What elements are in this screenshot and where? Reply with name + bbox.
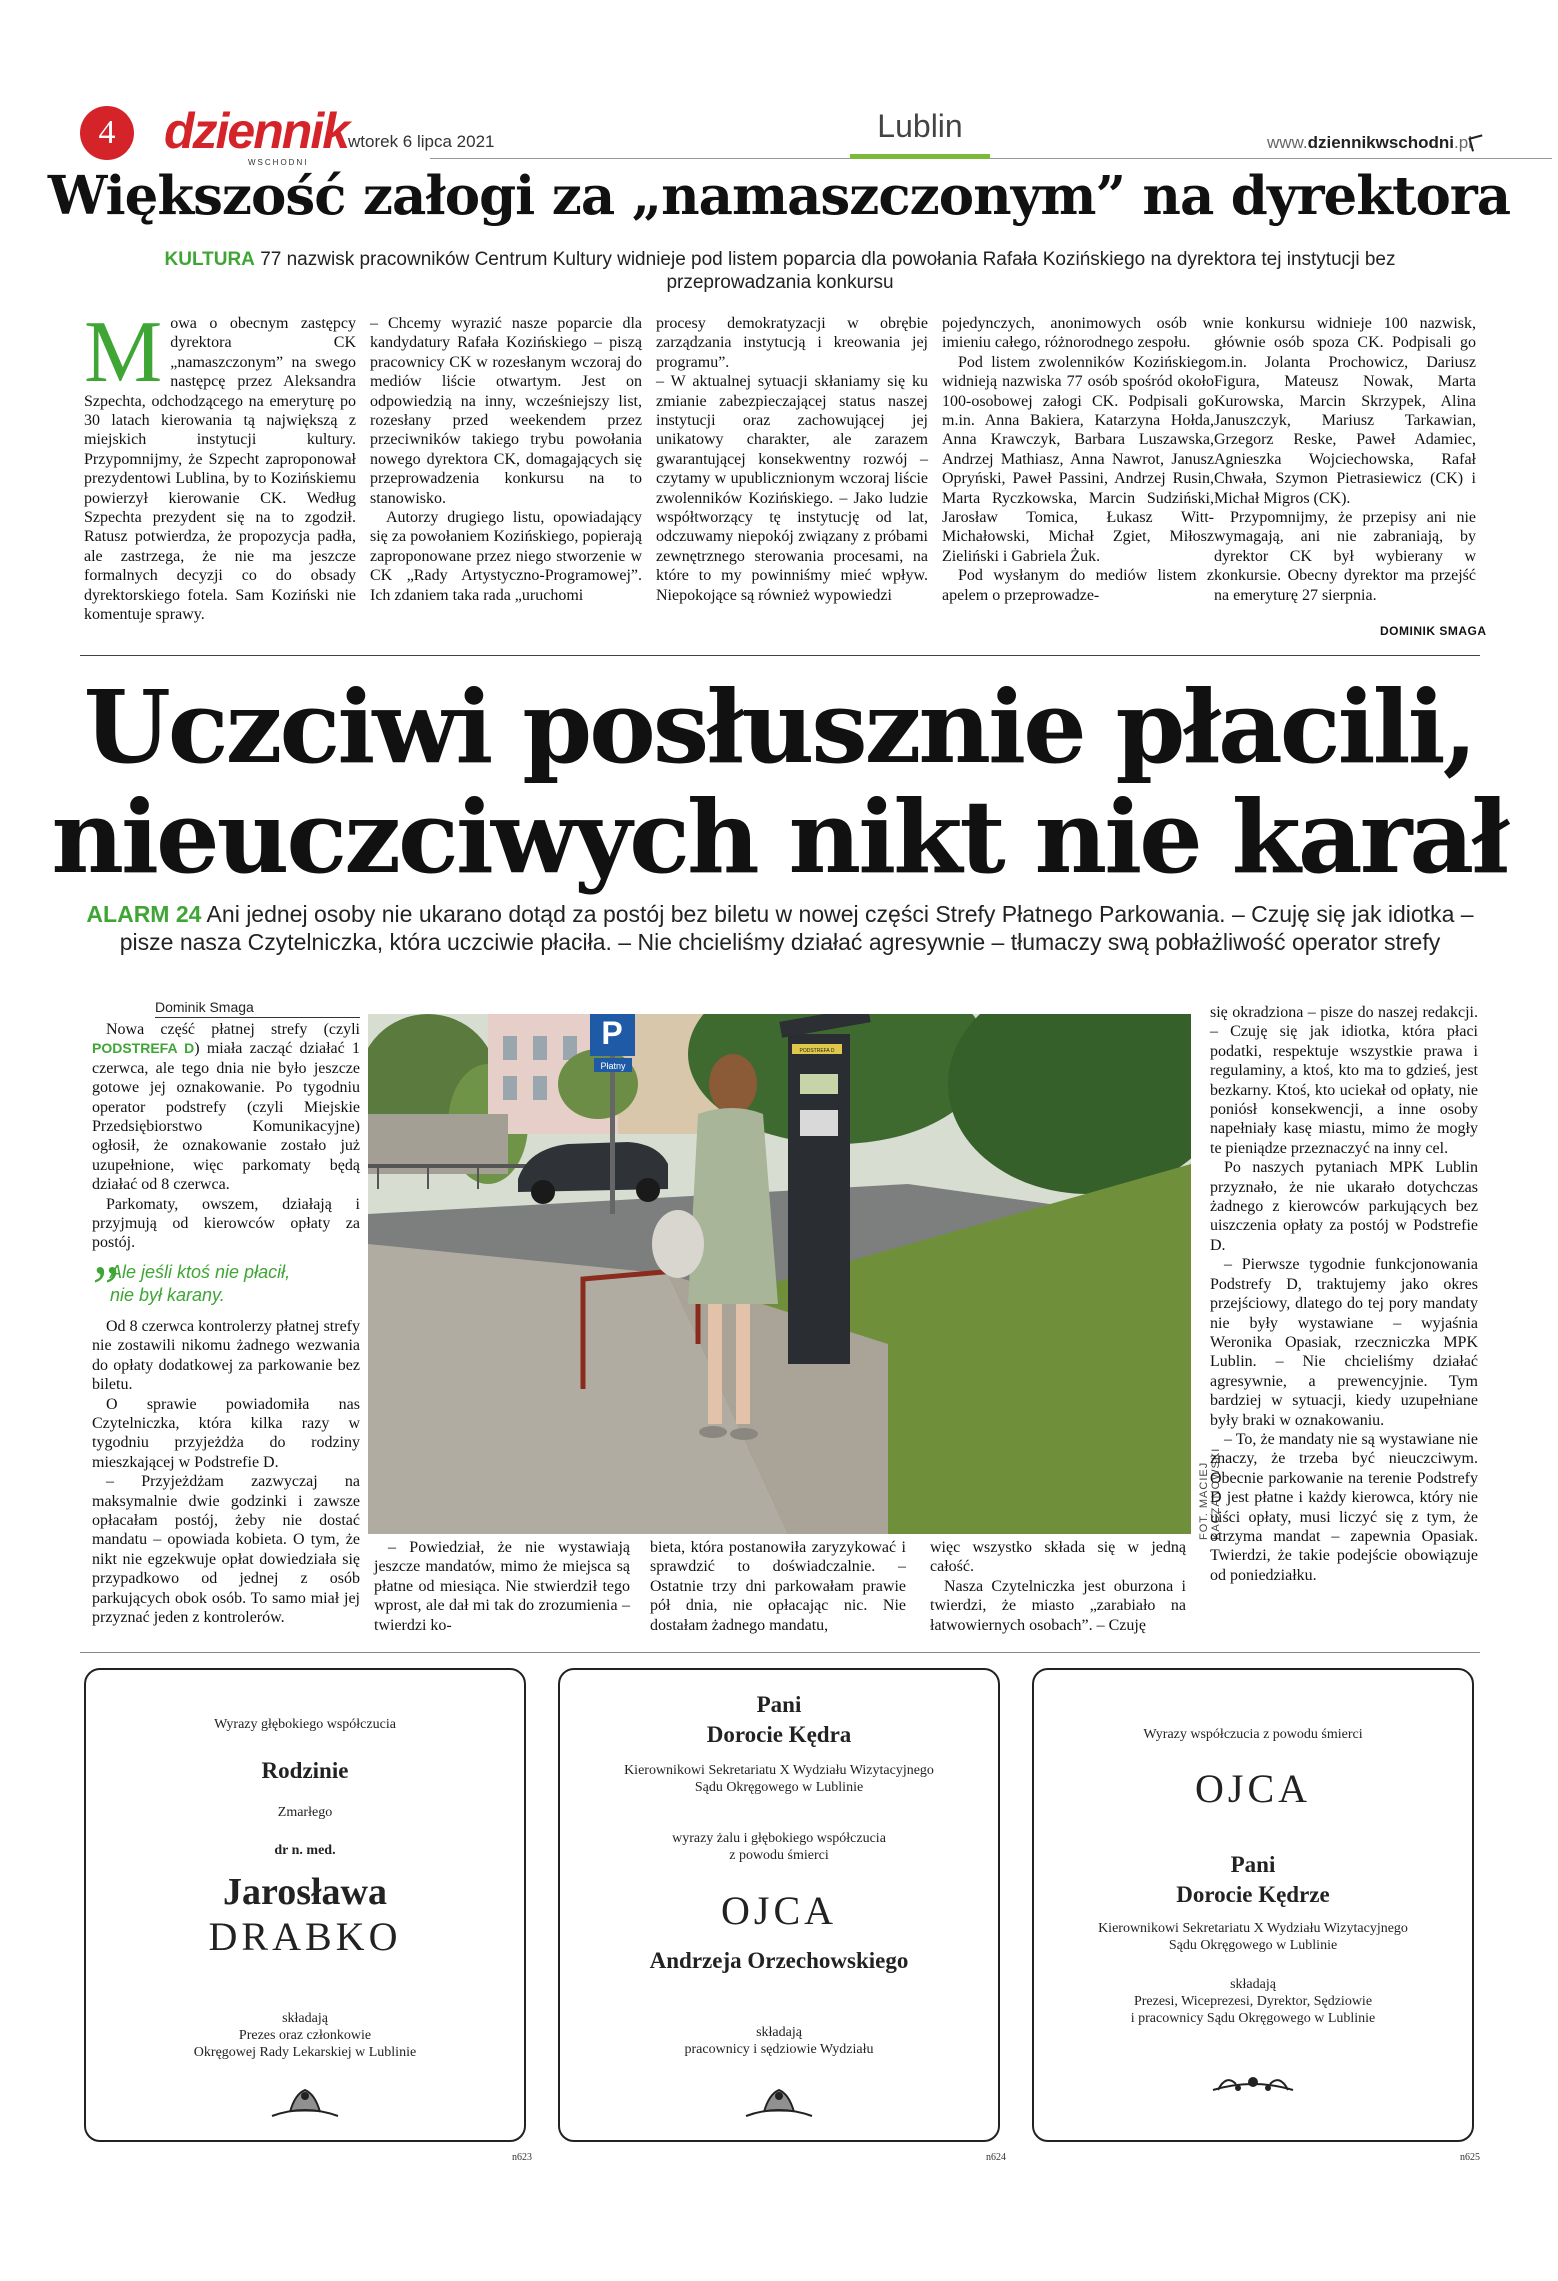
pull-quote-line2: nie był karany.	[110, 1284, 225, 1305]
obit1-from-label: składają	[282, 2011, 328, 2026]
article1-lead-text: 77 nazwisk pracowników Centrum Kultury widnieje pod listem poparcia dla powołania Rafała Kozińskiego na dyrektora tej instytucji bez przeprowadzania konkursu	[254, 249, 1396, 293]
article1-lead	[150, 248, 1410, 294]
obit2-father: OJCA	[720, 1888, 838, 1933]
page-header	[80, 100, 1480, 167]
obit2-recipient: Dorocie Kędra	[706, 1722, 852, 1747]
article2-column-4	[930, 1538, 1186, 1635]
issue-date: wtorek 6 lipca 2021	[348, 132, 495, 151]
article2-c4-para1: więc wszystko składa się w jedną całość.	[930, 1539, 1186, 1576]
article2-c2-text: – Powiedział, że nie wystawiają jeszcze mandatów, mimo że miejsca są płatne od miesiąca. Nie stwierdził tego wprost, ale dał mi tak do zrozumienia – twierdzi ko-	[374, 1539, 630, 1634]
parking-sign-plate: Płatny	[600, 1061, 626, 1071]
article1-col5-para2: Przypomnijmy, że przepisy ani nie wymagają, ani nie zabraniają, by dyrektor CK był wybierany w konkursie. Obecny dyrektor ma przejść na emeryturę 27 sierpnia.	[1214, 509, 1476, 604]
meter-label: PODSTREFA D	[799, 1048, 835, 1054]
article2-c4-para2: Nasza Czytelniczka jest oburzona i twierdzi, że miasto „zarabiało na łatwowiernych osobach”. – Czuję	[930, 1577, 1186, 1634]
obit2-salutation: Pani	[756, 1692, 802, 1717]
header-rule	[430, 158, 1552, 159]
article2-lead-text: Ani jednej osoby nie ukarano dotąd za postój bez biletu w nowej części Strefy Płatnego Parkowania. – Czuję się jak idiotka – pisze nasza Czytelniczka, która uczciwie płaciła. – Nie chcieliśmy działać agresywnie – tłumaczy swą pobłażliwość operator strefy	[119, 901, 1474, 955]
obit2-role-line1: Kierownikowi Sekretariatu X Wydziału Wizytacyjnego	[624, 1763, 934, 1778]
article2-c1-para1	[92, 1020, 360, 1195]
article2-headline-line2: nieuczciwych nikt nie karał	[51, 778, 1507, 896]
article1-col4-para3: Pod wysłanym do mediów listem z apelem o przeprowadze-	[942, 567, 1214, 604]
article2-lead-tag: ALARM 24	[86, 901, 202, 927]
obit1-last-name: DRABKO	[208, 1914, 402, 1959]
obit1-code: n623	[512, 2152, 532, 2163]
article-separator	[80, 655, 1480, 656]
obit1-from-line2: Okręgowej Rady Lekarskiej w Lublinie	[193, 2045, 417, 2060]
obit3-from-label: składają	[1230, 1977, 1276, 1992]
section-accent-bar	[850, 154, 990, 159]
parking-sign-letter: P	[601, 1015, 623, 1051]
quote-mark-icon: ”	[86, 1253, 120, 1320]
obit1-from-line1: Prezes oraz członkowie	[238, 2028, 372, 2043]
obituaries-separator	[80, 1652, 1480, 1653]
obit1-intro: Wyrazy głębokiego współczucia	[214, 1717, 396, 1732]
url-domain: dziennikwschodni	[1307, 133, 1455, 152]
article1-column-3	[656, 314, 928, 605]
url-suffix: .pl	[1454, 133, 1472, 152]
floral-ornament-icon	[270, 2086, 340, 2122]
obit3-role-line1: Kierownikowi Sekretariatu X Wydziału Wizytacyjnego	[1098, 1921, 1408, 1936]
article2-byline: Dominik Smaga	[155, 999, 360, 1018]
article2-c1-para2: Parkomaty, owszem, działają i przyjmują od kierowców opłaty za postój.	[92, 1195, 360, 1252]
obituary-notice-3	[1032, 1668, 1474, 2142]
newspaper-logo: dziennik	[164, 103, 349, 159]
obit3-role-line2: Sądu Okręgowego w Lublinie	[1168, 1938, 1338, 1953]
article2-headline	[0, 668, 1558, 896]
obit2-code: n624	[986, 2152, 1006, 2163]
article2-c3-text: bieta, która postanowiła zaryzykować i sprawdzić to doświadczalnie. – Ostatnie trzy dni parkowałam prawie pół dnia, nie opłacając nic. Nie dostałam żadnego mandatu,	[650, 1539, 906, 1634]
floral-ornament-icon	[1208, 2068, 1298, 2104]
obit3-salutation: Pani	[1230, 1852, 1276, 1877]
obit2-from-label: składają	[756, 2025, 802, 2040]
article2-lead	[80, 900, 1480, 956]
drop-cap: M	[84, 304, 163, 401]
article1-col3-para2: – W aktualnej sytuacji skłaniamy się ku zmianie zabezpieczającej status naszej instytucji oraz zachowującej jej unikatowy charakter, ale zarazem gwarantującej konsekwentny rozwój – czytamy w upublicznionym wczoraj liście zwolenników Kozińskiego. – Jako ludzie współtworzący tę instytucję od lat, odczuwamy niepokój związany z próbami zewnętrznego sterowania procesami, na które to my powinniśmy mieć wpływ. Niepokojące są również wypowiedzi	[656, 373, 928, 604]
article2-c5-para2: Po naszych pytaniach MPK Lublin przyznało, że nie ukarało dotychczas żadnego z kierowców parkujących bez uiszczenia opłaty za postój w Podstrefie D.	[1210, 1159, 1478, 1254]
article1-body	[84, 304, 1478, 644]
obit2-deceased-name: Andrzeja Orzechowskiego	[649, 1948, 909, 1973]
obit2-condolence-line2: z powodu śmierci	[729, 1848, 829, 1863]
article2-c5-para1: się okradziona – pisze do naszej redakcji. – Czuję się jak idiotka, która płaci podatki, respektuje wszystkie prawa i regulaminy, a ktoś, kto ma to gdzieś, jest bezkarny. Ktoś, kto uciekał od opłaty, nie poniósł konsekwencji, a inne osoby napełniały kasę miastu, mimo że mogły te pieniądze przeznaczyć na inny cel.	[1210, 1004, 1478, 1157]
article2-c1-para1-pre: Nowa część płatnej strefy (czyli	[106, 1021, 360, 1038]
article1-column-5	[1214, 314, 1476, 605]
article1-col2-para1: – Chcemy wyrazić nasze poparcie dla kandydatury Rafała Kozińskiego – piszą pracownicy CK w rozesłanym wczoraj do mediów liście otwartym. Jest on odpowiedzią na inny, wcześniejszy list, rozesłany przed weekendem przez przeciwników takiego trybu powołania nowego dyrektora CK, domagających się przeprowadzenia konkursu na to stanowisko.	[370, 315, 642, 507]
article2-photo	[368, 1014, 1191, 1534]
obit3-from-line2: i pracownicy Sądu Okręgowego w Lublinie	[1130, 2011, 1376, 2026]
pull-quote	[86, 1253, 360, 1320]
article1-signature: DOMINIK SMAGA	[1380, 624, 1487, 638]
obit3-recipient: Dorocie Kędrze	[1176, 1882, 1330, 1907]
parking-meter-photo	[368, 1014, 1191, 1534]
obit2-condolence-line1: wyrazy żalu i głębokiego współczucia	[672, 1831, 886, 1846]
article2-c5-para4: – To, że mandaty nie są wystawiane nie znaczy, że trzeba być nieuczciwym. Obecnie parkowanie na terenie Podstrefy D jest płatne i każdy kierowca, który nie uiści opłaty, musi liczyć się z tym, że otrzyma mandat – zapewnia Opasiak. Twierdzi, że takie podejście obowiązuje od poniedziałku.	[1210, 1430, 1478, 1584]
obit3-code: n625	[1460, 2152, 1480, 2163]
page-number: 4	[80, 106, 134, 160]
article2-column-5	[1210, 1003, 1478, 1585]
article1-column-2	[370, 314, 642, 605]
article1-col2-para2: Autorzy drugiego listu, opowiadający się za powołaniem Kozińskiego, popierają zaproponowane przez niego stworzenie w CK „Rady Artystyczno-Programowej”. Ich zdaniem taka rada „uruchomi	[370, 509, 642, 604]
article2-c1-para3: Od 8 czerwca kontrolerzy płatnej strefy nie zostawili nikomu żadnego wezwania do opłaty dodatkowej za parkowanie bez biletu.	[92, 1317, 360, 1394]
obit3-father: OJCA	[1194, 1766, 1312, 1811]
article1-column-4	[942, 314, 1214, 605]
photo-credit: FOT. MACIEJ KACZANOWSKI	[1198, 1447, 1222, 1540]
obituary-notice-2	[558, 1668, 1000, 2142]
article1-col5-para1: nie konkursu widnieje 100 nazwisk, głównie osób spoza CK. Podpisali go m.in. Jolanta Prochowicz, Dariusz Figura, Mateusz Nowak, Marta Kurowska, Marcin Skrzypek, Alina Januszczyk, Mariusz Tarkawian, Grzegorz Reske, Paweł Adamiec, Agnieszka Wojciechowska, Rafał Chwała, Szymon Pietrasiewicz (CK) i Michał Migros (CK).	[1214, 315, 1476, 507]
article2-headline-line1: Uczciwi posłusznie płacili,	[83, 668, 1475, 786]
obit1-recipient: Rodzinie	[261, 1758, 349, 1783]
article1-headline: Większość załogi za „namaszczonym” na dyrektora	[47, 165, 1511, 227]
url-prefix: www.	[1267, 133, 1308, 152]
article2-column-1	[86, 1020, 360, 1627]
obit1-first-name: Jarosława	[223, 1871, 387, 1913]
article2-c1-para4: O sprawie powiadomiła nas Czytelniczka, która kilka razy w tygodniu przyjeżdża do rodziny mieszkającej w Podstrefie D.	[92, 1395, 360, 1471]
article1-lead-tag: KULTURA	[164, 249, 255, 270]
article1-col4-para1: pojedynczych, anonimowych osób w imieniu całego, różnorodnego zespołu.	[942, 315, 1214, 352]
article1-col3-para1: procesy demokratyzacji w obrębie zarządzania instytucją i kreowania jej programu”.	[656, 315, 928, 371]
article2-c1-para1-post: ) miała zacząć działać 1 czerwca, ale tego dnia nie było jeszcze gotowe jej oznakowanie. Po tygodniu operator podstrefy (czyli Miejskie Przedsiębiorstwo Komunikacyjne) ogłosił, że oznakowanie zostało już uzupełnione, więc parkomaty będą działać od 8 czerwca.	[92, 1040, 360, 1194]
article2-c5-para3: – Pierwsze tygodnie funkcjonowania Podstrefy D, traktujemy jako okres przejściowy, dlatego do tej pory mandaty nie były wystawiane – wyjaśnia Weronika Opasiak, rzeczniczka MPK Lublin. – Nie chcieliśmy działać agresywnie, a prewencyjnie. Tym bardziej w sytuacji, kiedy uzupełniane były braki w oznakowaniu.	[1210, 1256, 1478, 1429]
newspaper-logo-sub: WSCHODNI	[248, 158, 309, 167]
cursor-icon	[1468, 134, 1485, 151]
article2-column-2	[374, 1538, 630, 1635]
obit2-from-line: pracownicy i sędziowie Wydziału	[684, 2042, 874, 2057]
article1-col4-para2: Pod listem zwolenników Kozińskiego widnieją nazwiska 77 osób spośród około 100-osobowej załogi CK. Podpisali go m.in. Anna Bakiera, Katarzyna Hołda, Anna Krawczyk, Barbara Luszawska, Andrzej Mathiasz, Anna Nawrot, Janusz Opryński, Paweł Passini, Andrzej Rusin, Marta Ryczkowska, Marcin Sudziński, Jarosław Tomica, Łukasz Witt-Michałowski, Michał Zgiet, Miłosz Zieliński i Gabriela Żuk.	[942, 353, 1214, 565]
section-name: Lublin	[877, 108, 963, 144]
article1-col1-text: owa o obecnym zastępcy dyrektora CK „namaszczonym” na swego następcę przez Aleksandra Szpechta, odchodzącego na emeryturę po 30 latach kierowania tą największą z miejskich instytucji kultury. Przypomnijmy, że Szpecht zaproponował prezydentowi Lublina, by to Kozińskiemu powierzył kierowanie CK. Według Szpechta prezydent się na to zgodził. Ratusz potwierdza, że propozycja padła, ale zastrzega, że nie ma jeszcze formalnych decyzji co do obsady dyrektorskiego fotela. Sam Koziński nie komentuje sprawy.	[84, 315, 356, 624]
obit2-role-line2: Sądu Okręgowego w Lublinie	[694, 1780, 864, 1795]
obit3-intro: Wyrazy współczucia z powodu śmierci	[1143, 1727, 1363, 1742]
obituary-notice-1	[84, 1668, 526, 2142]
website-link[interactable]	[1267, 133, 1472, 153]
article1-column-1	[84, 304, 356, 625]
obit1-title: dr n. med.	[274, 1843, 336, 1858]
subzone-highlight: PODSTREFA D	[92, 1040, 195, 1057]
article2-column-3	[650, 1538, 906, 1635]
floral-ornament-icon	[744, 2086, 814, 2122]
obit3-from-line1: Prezesi, Wiceprezesi, Dyrektor, Sędziowie	[1133, 1994, 1373, 2009]
article2-c1-para5: – Przyjeżdżam zazwyczaj na maksymalnie dwie godzinki i zawsze opłacałam postój, żeby nie dostać mandatu – opowiada kobieta. O tym, że nikt nie egzekwuje opłat dowiedziała się przypadkowo od jednej z osób parkujących obok osób. To samo miał jej przyznać jeden z kontrolerów.	[92, 1473, 360, 1626]
obit1-deceased-label: Zmarłego	[277, 1805, 333, 1820]
pull-quote-line1: Ale jeśli ktoś nie płacił,	[110, 1261, 291, 1282]
